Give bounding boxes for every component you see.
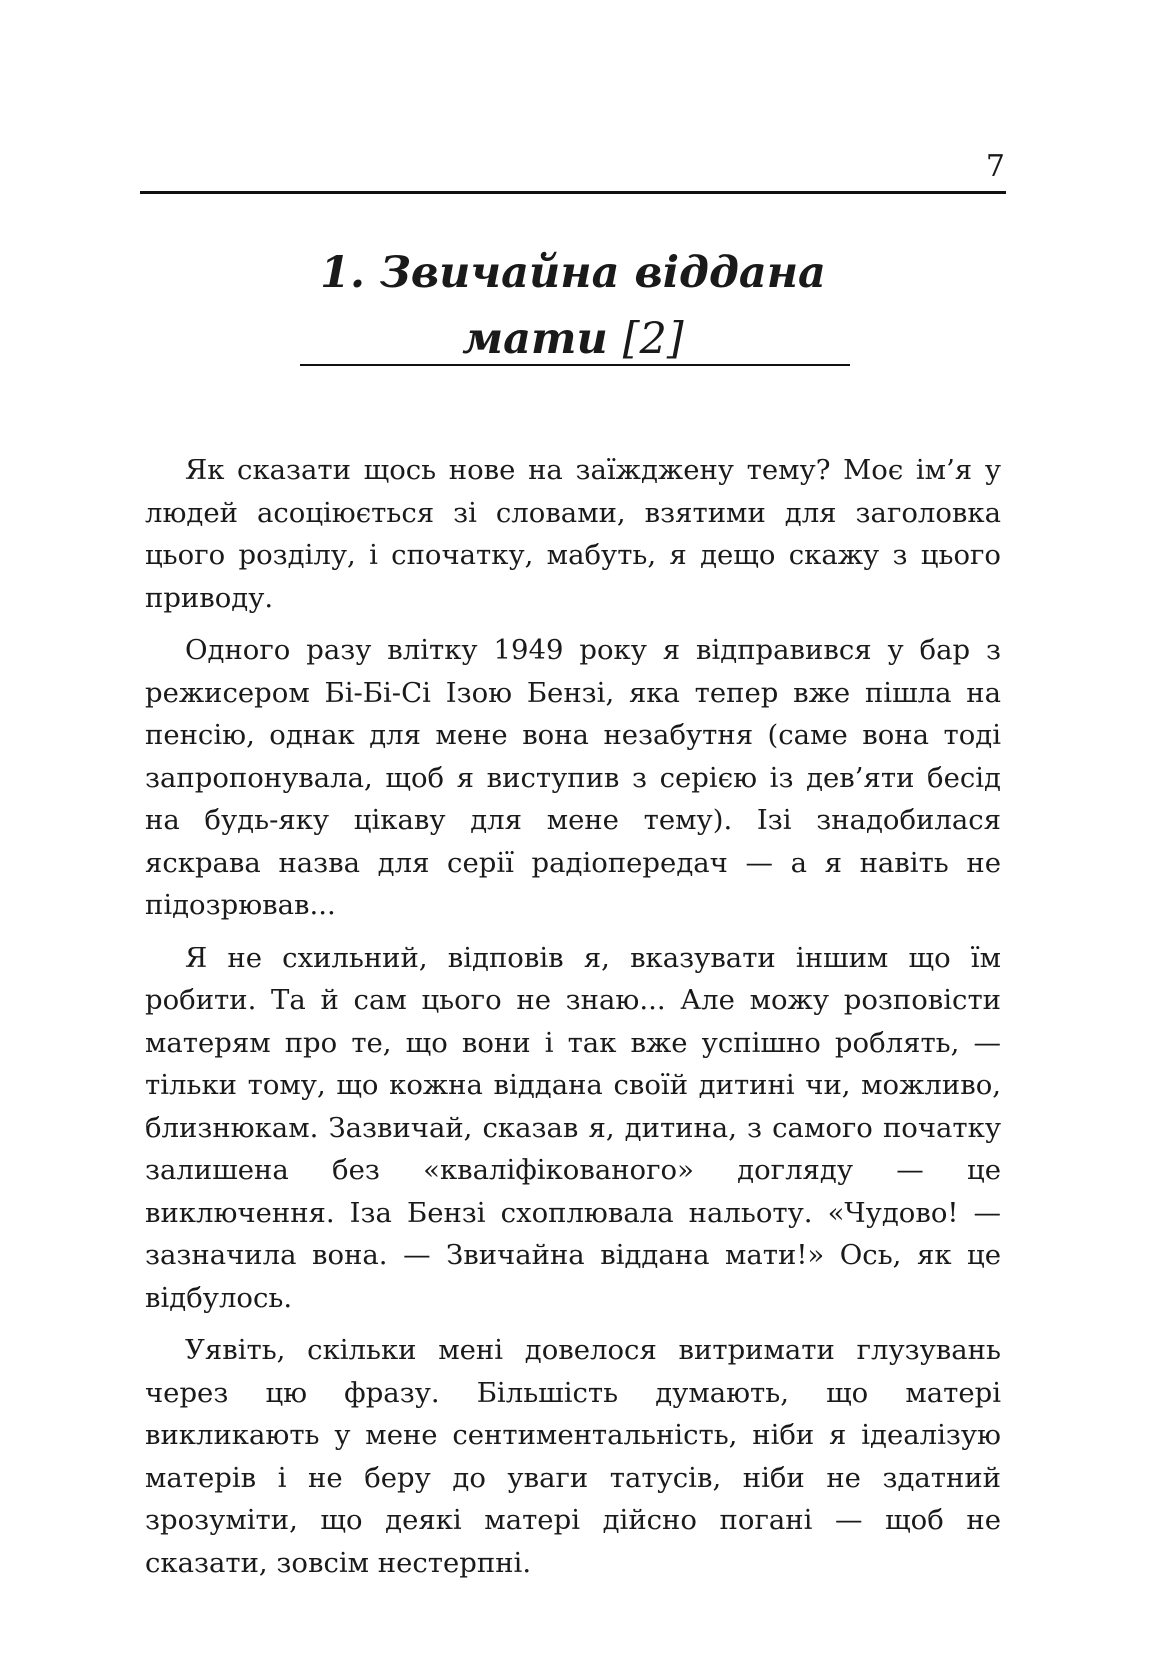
chapter-title [140, 240, 1006, 372]
paragraph: Я не схильний, відповів я, вказувати іншим що їм робити. Та й сам цього не знаю... Але можу розповісти матерям про те, що вони і так вже успішно роблять, — тільки тому, що кожна віддана своїй дитині чи, можливо, близнюкам. Зазвичай, сказав я, дитина, з самого початку залишена без «кваліфікованого» догляду — це виключення. Іза Бензі схоплювала нальоту. «Чудово! — зазначила вона. — Звичайна віддана мати!» Ось, як це відбулось. [145, 941, 1001, 1314]
paragraph: Як сказати щось нове на заїжджену тему? Моє ім’я у людей асоціюється зі словами, взятими для заголовка цього розділу, і спочатку, мабуть, я дещо скажу з цього приводу. [145, 454, 1001, 614]
chapter-reference: [2] [622, 314, 684, 364]
paragraph: Уявіть, скільки мені довелося витримати глузувань через цю фразу. Більшість думають, що матері викликають у мене сентиментальність, ніби я ідеалізую матерів і не беру до уваги татусів, ніби не здатний зрозуміти, що деякі матері дійсно погані — щоб не сказати, зовсім нестерпні. [145, 1334, 1001, 1579]
header-rule [140, 191, 1006, 194]
title-rule [300, 364, 850, 366]
body-text [145, 449, 1001, 1594]
page-number: 7 [985, 149, 1005, 184]
paragraph: Одного разу влітку 1949 року я відправився у бар з режисером Бі-Бі-Сі Ізою Бензі, яка тепер вже пішла на пенсію, однак для мене вона незабутня (саме вона тоді запропонувала, щоб я виступив з серією із дев’яти бесід на будь-яку цікаву для мене тему). Ізі знадобилася яскрава назва для серії радіопередач — а я навіть не підозрював... [145, 634, 1001, 921]
chapter-title-line2: мати [462, 314, 608, 364]
chapter-title-line1: 1. Звичайна віддана [320, 248, 826, 298]
